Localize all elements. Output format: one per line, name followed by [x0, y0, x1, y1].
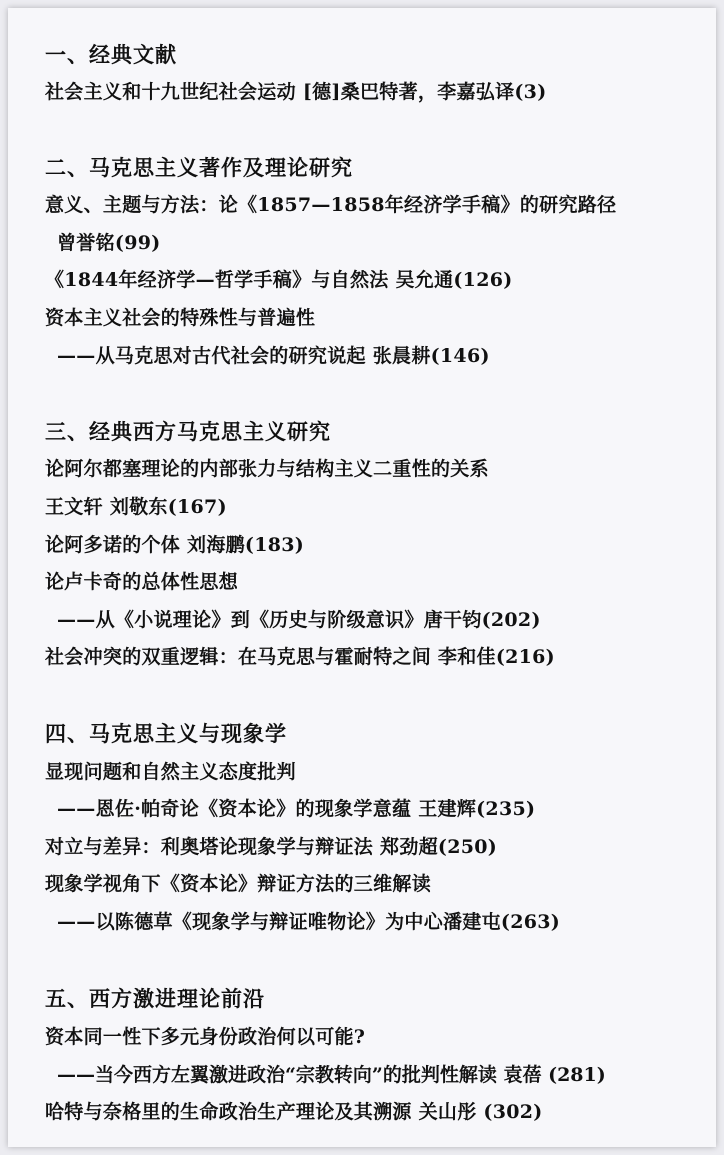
toc-entry: 社会主义和十九世纪社会运动 [德]桑巴特著，李嘉弘译(3) — [45, 81, 547, 103]
toc-entry-subtitle: ——从《小说理论》到《历史与阶级意识》唐干钧(202) — [57, 609, 541, 631]
toc-entry-subtitle: ——恩佐·帕奇论《资本论》的现象学意蕴 王建辉(235) — [57, 798, 536, 820]
toc-entry-subtitle: ——从马克思对古代社会的研究说起 张晨耕(146) — [57, 345, 490, 367]
toc-entry: 资本同一性下多元身份政治何以可能? — [45, 1026, 366, 1048]
toc-entry: 对立与差异：利奥塔论现象学与辩证法 郑劲超(250) — [45, 836, 498, 858]
toc-entry: 论阿多诺的个体 刘海鹏(183) — [45, 534, 305, 556]
toc-entry: 哈特与奈格里的生命政治生产理论及其溯源 关山彤 (302) — [45, 1101, 543, 1123]
toc-entry-subtitle: ——以陈德草《现象学与辩证唯物论》为中心潘建屯(263) — [57, 911, 561, 933]
toc-entry: 资本主义社会的特殊性与普遍性 — [45, 307, 316, 329]
toc-entry: 社会冲突的双重逻辑：在马克思与霍耐特之间 李和佳(216) — [45, 646, 555, 668]
section-heading: 三、经典西方马克思主义研究 — [45, 419, 331, 444]
toc-entry-author: 曾誉铭(99) — [57, 232, 161, 254]
toc-entry: 现象学视角下《资本论》辩证方法的三维解读 — [45, 873, 432, 895]
toc-entry: 《1844年经济学—哲学手稿》与自然法 吴允通(126) — [45, 269, 513, 291]
section-heading: 二、马克思主义著作及理论研究 — [45, 155, 353, 180]
document-page — [8, 8, 716, 1147]
toc-entry-subtitle: ——当今西方左翼激进政治“宗教转向”的批判性解读 袁蓓 (281) — [57, 1064, 606, 1086]
toc-entry: 显现问题和自然主义态度批判 — [45, 761, 296, 783]
section-heading: 四、马克思主义与现象学 — [45, 721, 287, 746]
section-heading: 一、经典文献 — [45, 42, 177, 67]
toc-entry: 意义、主题与方法：论《1857—1858年经济学手稿》的研究路径 — [45, 194, 617, 216]
toc-entry: 论阿尔都塞理论的内部张力与结构主义二重性的关系 — [45, 458, 489, 480]
section-heading: 五、西方激进理论前沿 — [45, 986, 265, 1011]
toc-entry-author: 王文轩 刘敬东(167) — [45, 496, 227, 518]
toc-entry: 论卢卡奇的总体性思想 — [45, 571, 239, 593]
